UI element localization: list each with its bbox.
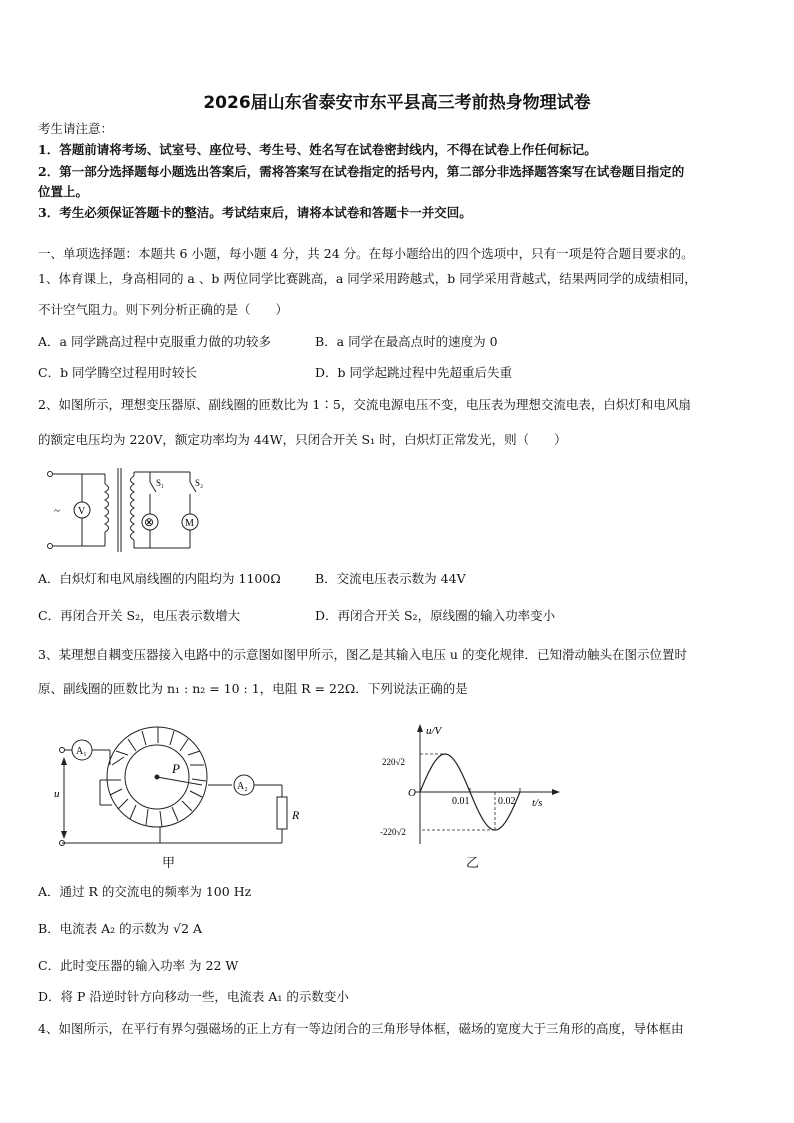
resistor-r-label: R (292, 808, 300, 822)
q2-option-c: C．再闭合开关 S₂，电压表示数增大 (38, 608, 241, 623)
section-heading: 一、单项选择题：本题共 6 小题，每小题 4 分，共 24 分。在每小题给出的四个选项中，只有一项是符合题目要求的。 (38, 246, 694, 261)
q1-option-a: A．a 同学跳高过程中克服重力做的功较多 (38, 334, 271, 349)
voltmeter-label: V (78, 506, 86, 517)
lamp-symbol: ⊗ (144, 515, 155, 529)
x-tick-001: 0.01 (452, 796, 470, 807)
notice-item-2-cont: 位置上。 (38, 184, 89, 199)
q1-stem-line2: 不计空气阻力。则下列分析正确的是（ ） (38, 302, 289, 317)
origin-label: O (408, 787, 416, 799)
x-tick-002: 0.02 (498, 796, 516, 807)
switch-s1-label: S₁ (156, 478, 165, 488)
notice-item-2: 2．第一部分选择题每小题选出答案后，需将答案写在试卷指定的括号内，第二部分非选择题答案写在试卷题目指定的 (38, 164, 685, 179)
q3-option-a: A．通过 R 的交流电的频率为 100 Hz (38, 884, 252, 899)
y-tick-max: 220√2 (382, 757, 405, 767)
q3-voltage-waveform-chart (380, 720, 570, 846)
y-tick-min: -220√2 (380, 827, 406, 837)
q3-option-b: B．电流表 A₂ 的示数为 √2 A (38, 921, 203, 936)
q3-autotransformer-diagram (52, 725, 302, 850)
q2-option-a: A．白炽灯和电风扇线圈的内阻均为 1100Ω (38, 571, 281, 586)
switch-s2-label: S₂ (195, 478, 204, 488)
q3-option-d: D．将 P 沿逆时针方向移动一些，电流表 A₁ 的示数变小 (38, 989, 349, 1004)
notice-item-3: 3．考生必须保证答题卡的整洁。考试结束后，请将本试卷和答题卡一并交回。 (38, 205, 472, 220)
ac-source-symbol: ~ (54, 505, 60, 517)
q3-stem-line1: 3、某理想自耦变压器接入电路中的示意图如图甲所示，图乙是其输入电压 u 的变化规律．已知滑动触头在图示位置时 (38, 647, 687, 662)
motor-label: M (185, 518, 194, 529)
page-title: 2026届山东省泰安市东平县高三考前热身物理试卷 (203, 93, 591, 113)
q2-transformer-circuit-diagram (40, 462, 210, 556)
notice-heading: 考生请注意： (38, 121, 114, 136)
q1-stem-line1: 1、体育课上，身高相同的 a 、b 两位同学比赛跳高，a 同学采用跨越式，b 同学采用背越式，结果两同学的成绩相同， (38, 271, 697, 286)
q3-option-c: C．此时变压器的输入功率 为 22 W (38, 958, 239, 973)
input-voltage-u-label: u (54, 788, 60, 800)
q1-option-b: B．a 同学在最高点时的速度为 0 (315, 334, 498, 349)
notice-item-1: 1．答题前请将考场、试室号、座位号、考生号、姓名写在试卷密封线内，不得在试卷上作任何标记。 (38, 142, 597, 157)
q2-stem-line1: 2、如图所示，理想变压器原、副线圈的匝数比为 1∶5，交流电源电压不变，电压表为理想交流电表，白炽灯和电风扇 (38, 397, 691, 412)
y-axis-label: u/V (426, 725, 442, 737)
q1-option-c: C．b 同学腾空过程用时较长 (38, 365, 198, 380)
ammeter-a1-label: A₁ (76, 746, 87, 757)
figure-yi-caption: 乙 (466, 856, 480, 871)
ammeter-a2-label: A₂ (237, 781, 248, 792)
slider-p-label: P (172, 761, 180, 776)
figure-jia-caption: 甲 (162, 856, 176, 871)
q2-stem-line2: 的额定电压均为 220V，额定功率均为 44W，只闭合开关 S₁ 时，白炽灯正常发光，则（ ） (38, 432, 567, 447)
x-axis-label: t/s (532, 797, 543, 809)
q3-stem-line2: 原、副线圈的匝数比为 n₁ : n₂ = 10 : 1，电阻 R = 22Ω．下列说法正确的是 (38, 681, 468, 696)
q2-option-d: D．再闭合开关 S₂，原线圈的输入功率变小 (315, 608, 556, 623)
q4-stem-line1: 4、如图所示，在平行有界匀强磁场的正上方有一等边闭合的三角形导体框，磁场的宽度大于三角形的高度，导体框由 (38, 1021, 684, 1036)
q2-option-b: B．交流电压表示数为 44V (315, 571, 466, 586)
q1-option-d: D．b 同学起跳过程中先超重后失重 (315, 365, 512, 380)
